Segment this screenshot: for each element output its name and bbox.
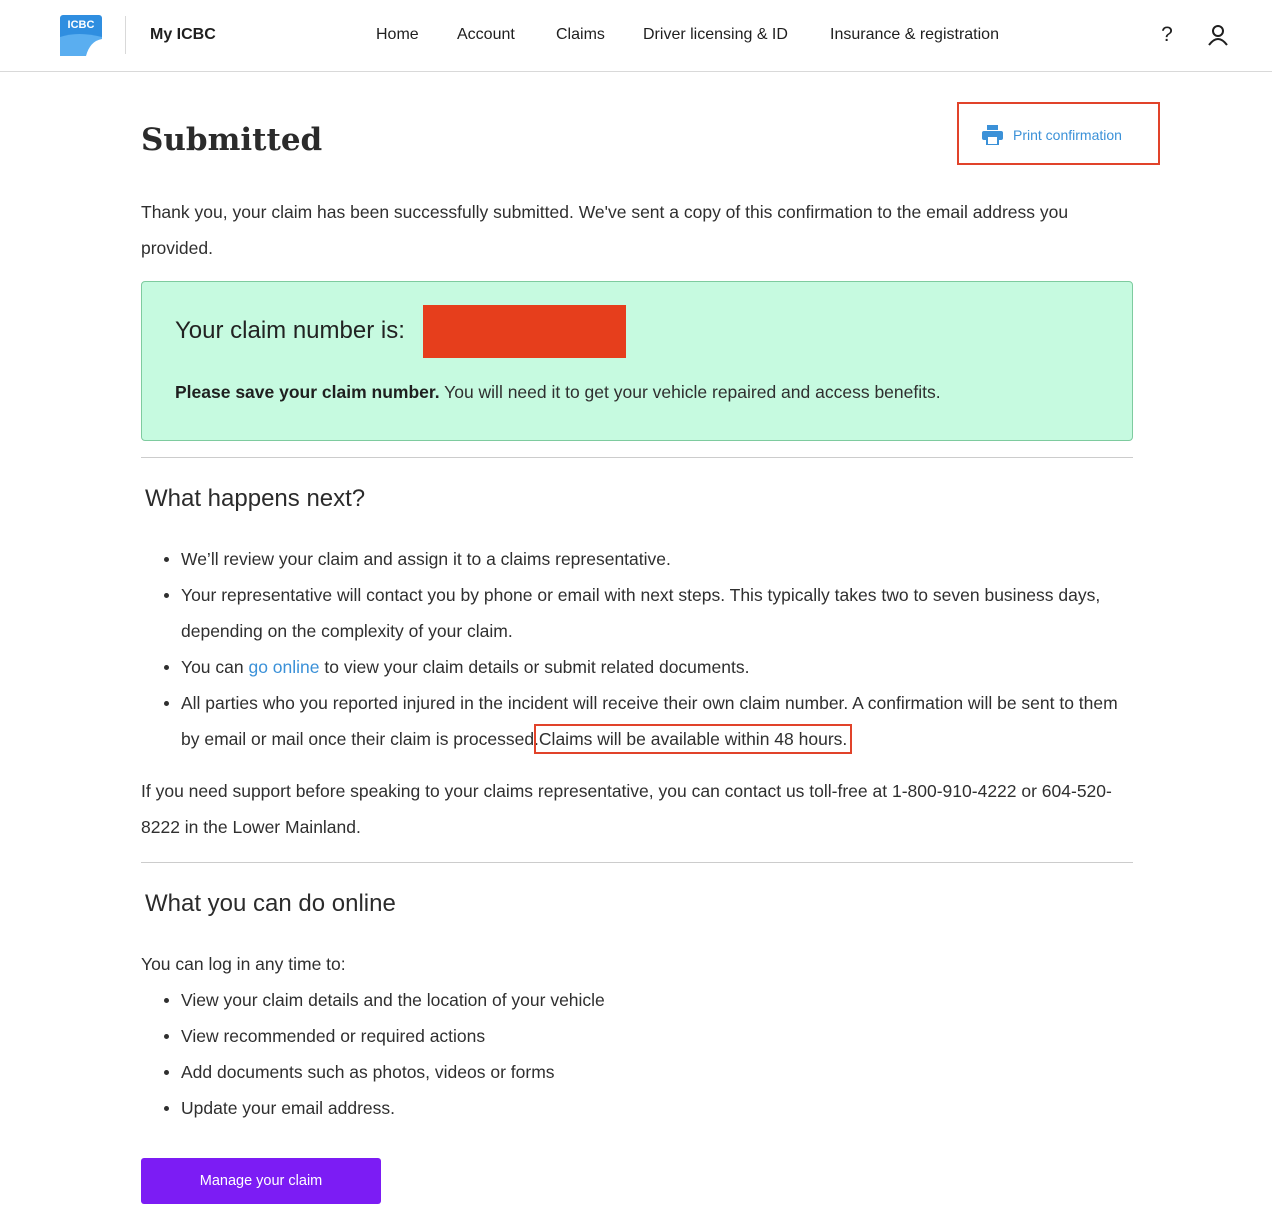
online-heading: What you can do online — [145, 890, 396, 917]
list-item: Update your email address. — [160, 1090, 1060, 1126]
next-steps-list — [160, 541, 1140, 757]
icbc-logo[interactable] — [60, 15, 102, 56]
next-heading: What happens next? — [145, 485, 366, 512]
svg-text:ICBC: ICBC — [67, 19, 95, 31]
printer-icon — [982, 125, 1003, 145]
intro-text: Thank you, your claim has been successfully submitted. We've sent a copy of this confirmation to the email address you provided. — [141, 202, 1069, 258]
list-item-text: to view your claim details or submit related documents. — [319, 657, 750, 677]
nav-account[interactable]: Account — [457, 26, 515, 43]
nav-home[interactable]: Home — [376, 26, 419, 43]
help-icon[interactable]: ? — [1161, 23, 1173, 46]
manage-claim-button[interactable]: Manage your claim — [141, 1158, 381, 1204]
support-text: If you need support before speaking to your claims representative, you can contact us toll-free at 1-800-910-4222 or 604-520-8222 in the Lower Mainland. — [141, 781, 1112, 837]
print-confirmation-button[interactable] — [982, 125, 1122, 145]
nav-insurance-registration[interactable]: Insurance & registration — [830, 26, 999, 43]
list-item: We’ll review your claim and assign it to a claims representative. — [160, 541, 1140, 577]
go-online-link[interactable]: go online — [248, 657, 320, 677]
claims-availability-note: Claims will be available within 48 hours. — [538, 729, 848, 749]
claim-note-rest: You will need it to get your vehicle repaired and access benefits. — [439, 382, 941, 402]
list-item — [160, 649, 1140, 685]
nav-claims[interactable]: Claims — [556, 26, 605, 43]
claim-note — [175, 382, 941, 403]
online-actions-list — [160, 982, 1060, 1126]
nav-driver-licensing[interactable]: Driver licensing & ID — [643, 26, 788, 43]
list-item: Add documents such as photos, videos or forms — [160, 1054, 1060, 1090]
list-item: Your representative will contact you by phone or email with next steps. This typically takes two to seven business days, depending on the complexity of your claim. — [160, 577, 1140, 649]
claim-number-label: Your claim number is: — [175, 317, 405, 344]
page-title: Submitted — [141, 122, 323, 158]
divider — [141, 457, 1133, 458]
list-item-text: All parties who you reported injured in the incident will receive their own claim number. A confirmation will be sent to them by email or mail once their claim is processed. — [181, 693, 1118, 749]
header-divider — [125, 16, 126, 54]
claim-number-redacted — [423, 305, 626, 358]
list-item-text: You can — [181, 657, 249, 677]
list-item — [160, 685, 1140, 757]
online-lead: You can log in any time to: — [141, 954, 346, 974]
user-icon[interactable] — [1207, 23, 1229, 47]
claim-number-box — [141, 281, 1133, 441]
print-confirmation-label: Print confirmation — [1013, 127, 1122, 143]
top-header — [0, 0, 1272, 72]
divider — [141, 862, 1133, 863]
list-item: View recommended or required actions — [160, 1018, 1060, 1054]
claim-note-bold: Please save your claim number. — [175, 382, 440, 402]
brand-name[interactable]: My ICBC — [150, 26, 216, 43]
list-item: View your claim details and the location of your vehicle — [160, 982, 1060, 1018]
